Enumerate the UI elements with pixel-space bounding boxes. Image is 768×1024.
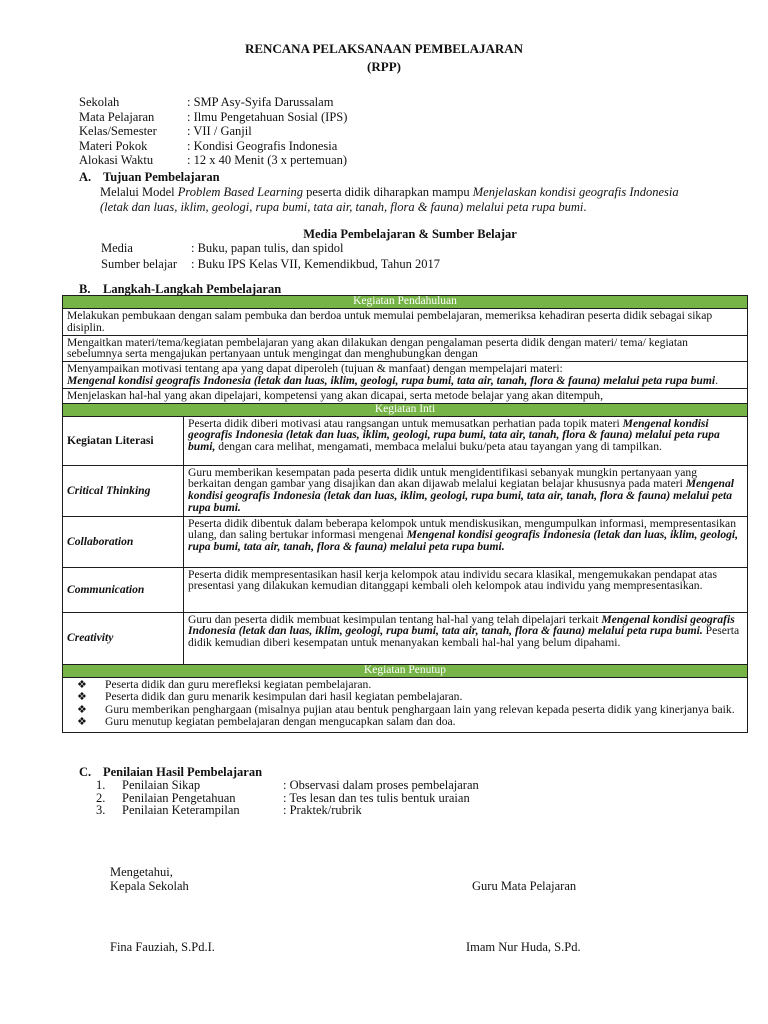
content-material: Mengenal kondisi geografis Indonesia (letak dan luas, iklim, geologi, rupa bumi, tata air, tanah, flora & fauna) melalui peta rupa bumi, bbox=[188, 416, 720, 454]
content-text: Guru dan peserta didik membuat kesimpulan tentang hal-hal yang telah dipelajari terkait bbox=[188, 612, 602, 626]
guru-title: Guru Mata Pelajaran bbox=[472, 879, 577, 893]
objective-text: Melalui Model bbox=[100, 185, 178, 199]
content-text: dengan cara melihat, mengamati, membaca melalui buku/peta atau tayangan yang di tampilkan. bbox=[215, 440, 662, 454]
model-name: Problem Based Learning bbox=[177, 185, 303, 199]
media-key: Sumber belajar bbox=[101, 257, 178, 271]
section-a-heading bbox=[79, 170, 220, 185]
step-text: Menyampaikan motivasi tentang apa yang dapat diperoleh (tujuan & manfaat) dengan mempelajari materi: bbox=[67, 362, 563, 376]
diamond-bullet-icon: ❖ bbox=[77, 716, 87, 729]
diamond-bullet-icon: ❖ bbox=[77, 703, 87, 716]
evaluation-row bbox=[96, 804, 479, 817]
info-key: Materi Pokok bbox=[79, 138, 148, 153]
evaluation-key: Penilaian Sikap bbox=[122, 778, 201, 792]
info-value: : SMP Asy-Syifa Darussalam bbox=[187, 95, 334, 109]
list-item bbox=[67, 716, 743, 729]
media-row bbox=[101, 256, 440, 272]
section-number: A. bbox=[79, 170, 92, 184]
media-block bbox=[101, 240, 440, 272]
info-key: Mata Pelajaran bbox=[79, 109, 155, 124]
inti-content-collaboration bbox=[184, 516, 748, 567]
info-row-mapel bbox=[79, 110, 347, 125]
kepala-sekolah-title: Kepala Sekolah bbox=[110, 879, 189, 893]
inti-header: Kegiatan Inti bbox=[63, 403, 748, 416]
evaluation-key: Penilaian Pengetahuan bbox=[122, 790, 236, 805]
inti-label-critical-thinking: Critical Thinking bbox=[63, 465, 184, 516]
info-row-alokasi bbox=[79, 153, 347, 168]
evaluation-value: : Praktek/rubrik bbox=[283, 803, 362, 818]
identity-block bbox=[79, 95, 347, 168]
content-text: Peserta didik dibentuk dalam beberapa kelompok untuk mendiskusikan, mengumpulkan informasi, mempresentasikan ulang, dan saling bertukar informasi mengenai bbox=[188, 516, 737, 542]
inti-label-communication: Communication bbox=[63, 567, 184, 612]
pendahuluan-header: Kegiatan Pendahuluan bbox=[63, 296, 748, 309]
list-item-text: Peserta didik dan guru menarik kesimpulan dari hasil kegiatan pembelajaran. bbox=[105, 690, 463, 704]
document-title: RENCANA PELAKSANAAN PEMBELAJARAN bbox=[244, 41, 524, 56]
pendahuluan-step-2: Mengaitkan materi/tema/kegiatan pembelajaran yang akan dilakukan dengan pengalaman peserta didik dengan materi/ tema/ kegiatan sebelumnya serta mengajukan pertanyaan untuk mengingat dan menghubungkan dengan bbox=[63, 335, 748, 362]
inti-label-literasi: Kegiatan Literasi bbox=[63, 416, 184, 465]
inti-content-creativity bbox=[184, 612, 748, 664]
evaluation-list bbox=[96, 779, 479, 817]
content-material: Mengenal kondisi geografis Indonesia (letak dan luas, iklim, geologi, rupa bumi, tata air, tanah, flora & fauna) melalui peta rupa bumi. bbox=[188, 528, 739, 554]
document-subtitle: (RPP) bbox=[367, 59, 401, 74]
section-number: B. bbox=[79, 282, 91, 296]
list-item-text: Guru memberikan penghargaan (misalnya pujian atau bentuk penghargaan lain yang relevan kepada peserta didik yang kinerjanya baik. bbox=[105, 702, 735, 716]
section-title: Penilaian Hasil Pembelajaran bbox=[103, 765, 263, 779]
media-value: : Buku IPS Kelas VII, Kemendikbud, Tahun 2017 bbox=[191, 257, 440, 271]
inti-label-collaboration: Collaboration bbox=[63, 516, 184, 567]
inti-content-critical-thinking bbox=[184, 465, 748, 516]
info-key: Kelas/Semester bbox=[79, 124, 157, 139]
content-text: Peserta didik kemudian diberi kesempatan untuk menanyakan kembali hal-hal yang belum dipahami. bbox=[188, 624, 740, 650]
info-value: : Ilmu Pengetahuan Sosial (IPS) bbox=[187, 109, 348, 124]
list-item-text: Peserta didik dan guru merefleksi kegiatan pembelajaran. bbox=[105, 677, 372, 691]
diamond-bullet-icon: ❖ bbox=[77, 678, 87, 691]
evaluation-value: : Observasi dalam proses pembelajaran bbox=[283, 778, 479, 792]
info-row-sekolah bbox=[79, 95, 347, 110]
inti-label-creativity: Creativity bbox=[63, 612, 184, 664]
evaluation-key: Penilaian Keterampilan bbox=[122, 803, 240, 818]
section-title: Langkah-Langkah Pembelajaran bbox=[103, 282, 282, 296]
pendahuluan-step-4: Menjelaskan hal-hal yang akan dipelajari, kompetensi yang akan dicapai, serta metode belajar yang akan ditempuh, bbox=[63, 388, 748, 403]
content-material: Mengenal kondisi geografis Indonesia (letak dan luas, iklim, geologi, rupa bumi, tata air, tanah, flora & fauna) melalui peta rupa bumi. bbox=[188, 612, 735, 638]
inti-content-communication: Peserta didik mempresentasikan hasil kerja kelompok atau individu secara klasikal, mengemukakan pendapat atas presentasi yang dilakukan kemudian ditanggapi kembali oleh kelompok atau individu yang mempresentasikan. bbox=[184, 567, 748, 612]
info-row-kelas bbox=[79, 124, 347, 139]
row-number: 2. bbox=[96, 790, 106, 805]
info-value: : 12 x 40 Menit (3 x pertemuan) bbox=[187, 153, 348, 168]
media-value: : Buku, papan tulis, dan spidol bbox=[191, 241, 344, 255]
media-row bbox=[101, 240, 440, 256]
step-material: Mengenal kondisi geografis Indonesia (letak dan luas, iklim, geologi, rupa bumi, tata air, tanah, flora & fauna) melalui peta rupa bumi bbox=[67, 373, 716, 387]
row-number: 3. bbox=[96, 803, 106, 818]
inti-content-literasi bbox=[184, 416, 748, 465]
learning-steps-table bbox=[62, 295, 748, 733]
row-number: 1. bbox=[96, 778, 106, 792]
media-key: Media bbox=[101, 241, 133, 255]
content-text: Peserta didik diberi motivasi atau rangsangan untuk memusatkan perhatian pada topik materi bbox=[188, 416, 623, 430]
objective-goal: Menjelaskan kondisi geografis Indonesia (letak dan luas, iklim, geologi, rupa bumi, tata air, tanah, flora & fauna) melalui peta rupa bumi bbox=[100, 185, 679, 214]
kepala-sekolah-name: Fina Fauziah, S.Pd.I. bbox=[110, 940, 215, 954]
mengetahui-label: Mengetahui, bbox=[110, 865, 173, 879]
info-value: : Kondisi Geografis Indonesia bbox=[187, 138, 338, 153]
pendahuluan-step-3: Menyampaikan motivasi tentang apa yang dapat diperoleh (tujuan & manfaat) dengan mempelajari materi: Mengenal kondisi geografis Indonesia (letak dan luas, iklim, geologi, rupa bumi, tata air, tanah, flora & fauna) melalui peta rupa bumi. bbox=[63, 362, 748, 389]
section-number: C. bbox=[79, 765, 92, 779]
content-material: Mengenal kondisi geografis Indonesia (letak dan luas, iklim, geologi, rupa bumi, tata air, tanah, flora & fauna) melalui peta rupa bumi. bbox=[188, 477, 735, 514]
info-value: : VII / Ganjil bbox=[187, 124, 252, 139]
objective-paragraph bbox=[100, 185, 700, 215]
list-item-text: Guru menutup kegiatan pembelajaran dengan mengucapkan salam dan doa. bbox=[105, 715, 456, 729]
guru-name: Imam Nur Huda, S.Pd. bbox=[466, 940, 581, 954]
objective-text: peserta didik diharapkan mampu bbox=[303, 185, 473, 199]
penutup-header: Kegiatan Penutup bbox=[63, 664, 748, 677]
section-title: Tujuan Pembelajaran bbox=[103, 170, 220, 184]
evaluation-value: : Tes lesan dan tes tulis bentuk uraian bbox=[283, 790, 470, 805]
objective-text: . bbox=[583, 200, 587, 214]
info-key: Sekolah bbox=[79, 95, 120, 109]
info-row-materi bbox=[79, 139, 347, 154]
evaluation-row bbox=[96, 779, 479, 792]
diamond-bullet-icon: ❖ bbox=[77, 691, 87, 704]
media-heading: Media Pembelajaran & Sumber Belajar bbox=[303, 227, 517, 241]
penutup-cell bbox=[63, 677, 748, 732]
pendahuluan-step-1: Melakukan pembukaan dengan salam pembuka dan berdoa untuk memulai pembelajaran, memeriksa kehadiran peserta didik sebagai sikap disiplin. bbox=[63, 309, 748, 336]
penutup-list bbox=[67, 679, 743, 729]
content-text: Guru memberikan kesempatan pada peserta didik untuk mengidentifikasi sebanyak mungkin pertanyaan yang berkaitan dengan gambar yang disajikan dan akan dijawab melalui kegiatan belajar khususnya pada materi bbox=[188, 465, 698, 491]
info-key: Alokasi Waktu bbox=[79, 153, 154, 168]
